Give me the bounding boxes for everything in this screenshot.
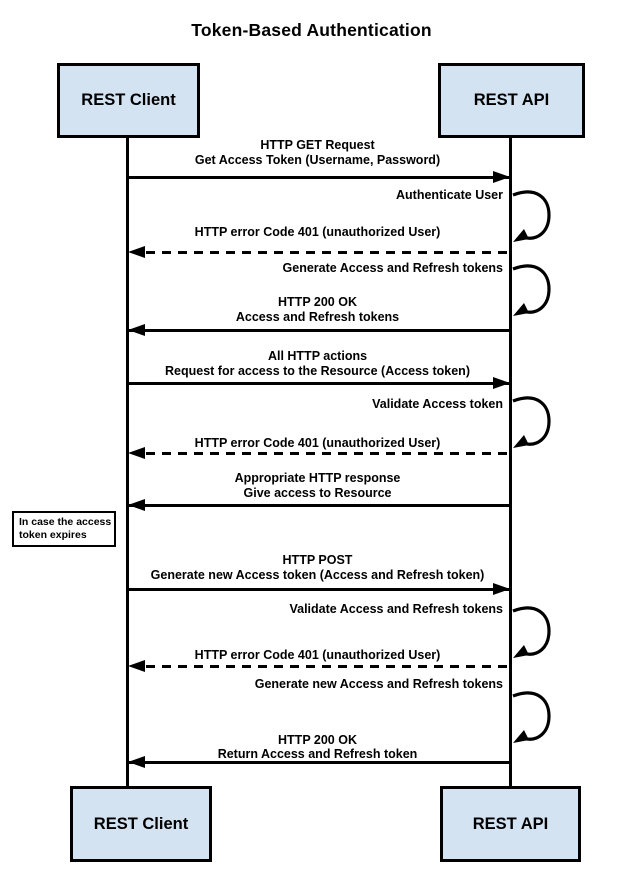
self-loop-arrow-icon xyxy=(512,605,552,661)
message-arrow-left-dashed xyxy=(129,659,509,674)
actor-label: REST API xyxy=(473,91,550,109)
message-label xyxy=(127,349,508,379)
arrowhead-right-icon xyxy=(493,377,510,389)
arrowhead-left-icon xyxy=(128,756,145,768)
arrow-line xyxy=(129,382,509,385)
message-label xyxy=(127,295,508,325)
note-token-expiry xyxy=(12,511,116,547)
arrow-line xyxy=(146,452,509,455)
message-line: Generate new Access token (Access and Refresh token) xyxy=(150,568,485,582)
message-arrow-left-dashed xyxy=(129,245,509,260)
actor-label: REST Client xyxy=(81,91,176,109)
message-arrow-left xyxy=(129,498,509,513)
actor-label: REST API xyxy=(472,814,549,833)
message-line: Request for access to the Resource (Access token) xyxy=(165,364,470,378)
self-loop-arrow-icon xyxy=(512,189,552,245)
arrowhead-left-icon xyxy=(128,660,145,672)
arrow-line xyxy=(146,665,509,668)
arrow-line xyxy=(129,329,509,332)
message-line: HTTP error Code 401 (unauthorized User) xyxy=(194,225,441,239)
message-line: Get Access Token (Username, Password) xyxy=(194,153,441,167)
arrow-line xyxy=(129,176,509,179)
message-line: HTTP GET Request xyxy=(260,138,375,152)
message-line: HTTP error Code 401 (unauthorized User) xyxy=(194,436,441,450)
diagram-title: Token-Based Authentication xyxy=(191,20,432,40)
message-line: HTTP 200 OK xyxy=(278,733,357,747)
self-action-label: Validate Access token xyxy=(372,397,503,411)
arrowhead-left-icon xyxy=(128,246,145,258)
arrowhead-right-icon xyxy=(493,583,510,595)
message-line: Give access to Resource xyxy=(243,486,392,500)
self-loop-arrow-icon xyxy=(512,395,552,451)
message-arrow-left xyxy=(129,323,509,338)
message-line: Appropriate HTTP response xyxy=(234,471,401,485)
self-action-label: Generate Access and Refresh tokens xyxy=(282,261,503,275)
arrowhead-right-icon xyxy=(493,171,510,183)
message-line: Access and Refresh tokens xyxy=(235,310,400,324)
arrowhead-left-icon xyxy=(128,324,145,336)
arrowhead-left-icon xyxy=(128,447,145,459)
message-line: All HTTP actions xyxy=(267,349,368,363)
self-action-label: Generate new Access and Refresh tokens xyxy=(254,677,503,691)
message-arrow-right xyxy=(129,582,509,597)
arrow-line xyxy=(129,761,509,764)
message-arrow-right xyxy=(129,170,509,185)
self-loop-arrow-icon xyxy=(512,263,552,319)
message-arrow-left xyxy=(129,755,509,770)
note-line: In case the access xyxy=(19,516,112,528)
message-line: HTTP 200 OK xyxy=(278,295,357,309)
self-action-label: Validate Access and Refresh tokens xyxy=(289,602,503,616)
message-line: Return Access and Refresh token xyxy=(217,747,418,761)
actor-label: REST Client xyxy=(93,814,189,833)
message-label xyxy=(127,138,508,168)
note-line: token expires xyxy=(19,529,87,541)
message-arrow-right xyxy=(129,376,509,391)
self-action-label: Authenticate User xyxy=(396,188,503,202)
arrow-line xyxy=(146,251,509,254)
message-line: HTTP POST xyxy=(282,553,353,567)
message-arrow-left-dashed xyxy=(129,446,509,461)
message-label xyxy=(127,471,508,501)
actor-box-rest-client-bottom xyxy=(70,786,212,862)
actor-box-rest-client-top xyxy=(57,63,200,138)
self-loop-arrow-icon xyxy=(512,690,552,746)
message-label xyxy=(127,553,508,583)
arrow-line xyxy=(129,588,509,591)
message-label xyxy=(127,225,508,240)
arrow-line xyxy=(129,504,509,507)
actor-box-rest-api-bottom xyxy=(440,786,581,862)
arrowhead-left-icon xyxy=(128,499,145,511)
actor-box-rest-api-top xyxy=(438,63,585,138)
message-line: HTTP error Code 401 (unauthorized User) xyxy=(194,648,441,662)
